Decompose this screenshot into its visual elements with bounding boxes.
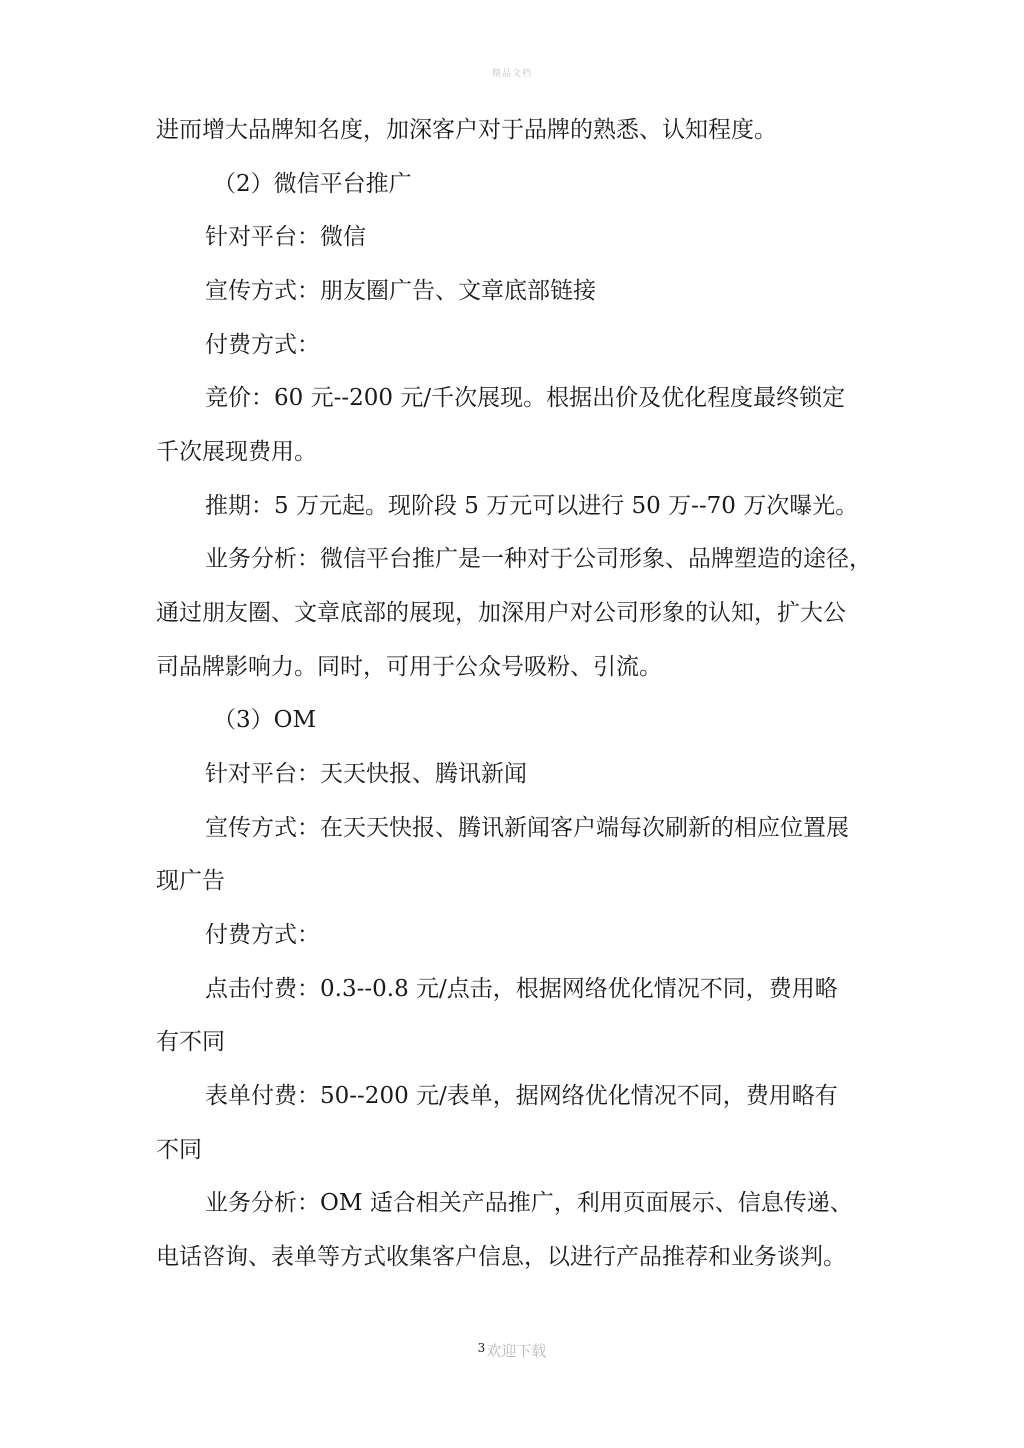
body-line: 千次展现费用。 <box>156 439 317 465</box>
body-line: 业务分析：微信平台推广是一种对于公司形象、品牌塑造的途径， <box>205 546 872 572</box>
body-line: 现广告 <box>156 868 225 894</box>
body-line: 进而增大品牌知名度，加深客户对于品牌的熟悉、认知程度。 <box>156 117 777 143</box>
body-line: 付费方式： <box>205 332 320 358</box>
body-line: 司品牌影响力。同时，可用于公众号吸粉、引流。 <box>156 654 662 680</box>
page-footer <box>0 1340 1024 1361</box>
footer-text: 欢迎下载 <box>486 1342 547 1360</box>
header-watermark: 精品文档 <box>491 69 532 79</box>
body-line: 电话咨询、表单等方式收集客户信息，以进行产品推荐和业务谈判。 <box>156 1244 846 1270</box>
body-line: 竞价：60 元--200 元/千次展现。根据出价及优化程度最终锁定 <box>205 385 846 411</box>
body-line: 付费方式： <box>205 922 320 948</box>
body-line: 不同 <box>156 1137 202 1163</box>
body-line: 有不同 <box>156 1029 225 1055</box>
body-line: 宣传方式：在天天快报、腾讯新闻客户端每次刷新的相应位置展 <box>205 815 849 841</box>
body-line: 业务分析：OM 适合相关产品推广，利用页面展示、信息传递、 <box>205 1190 853 1216</box>
body-line: 通过朋友圈、文章底部的展现，加深用户对公司形象的认知，扩大公 <box>156 600 846 626</box>
body-line: 针对平台：微信 <box>205 224 366 250</box>
body-line: 点击付费：0.3--0.8 元/点击，根据网络优化情况不同，费用略 <box>205 976 838 1002</box>
section-heading-wechat: （2）微信平台推广 <box>213 171 412 197</box>
body-line: 针对平台：天天快报、腾讯新闻 <box>205 761 527 787</box>
section-heading-om: （3）OM <box>213 707 317 733</box>
body-line: 宣传方式：朋友圈广告、文章底部链接 <box>205 278 596 304</box>
page-number: 3 <box>477 1341 486 1355</box>
body-line: 表单付费：50--200 元/表单，据网络优化情况不同，费用略有 <box>205 1083 838 1109</box>
body-line: 推期：5 万元起。现阶段 5 万元可以进行 50 万--70 万次曝光。 <box>205 493 859 519</box>
